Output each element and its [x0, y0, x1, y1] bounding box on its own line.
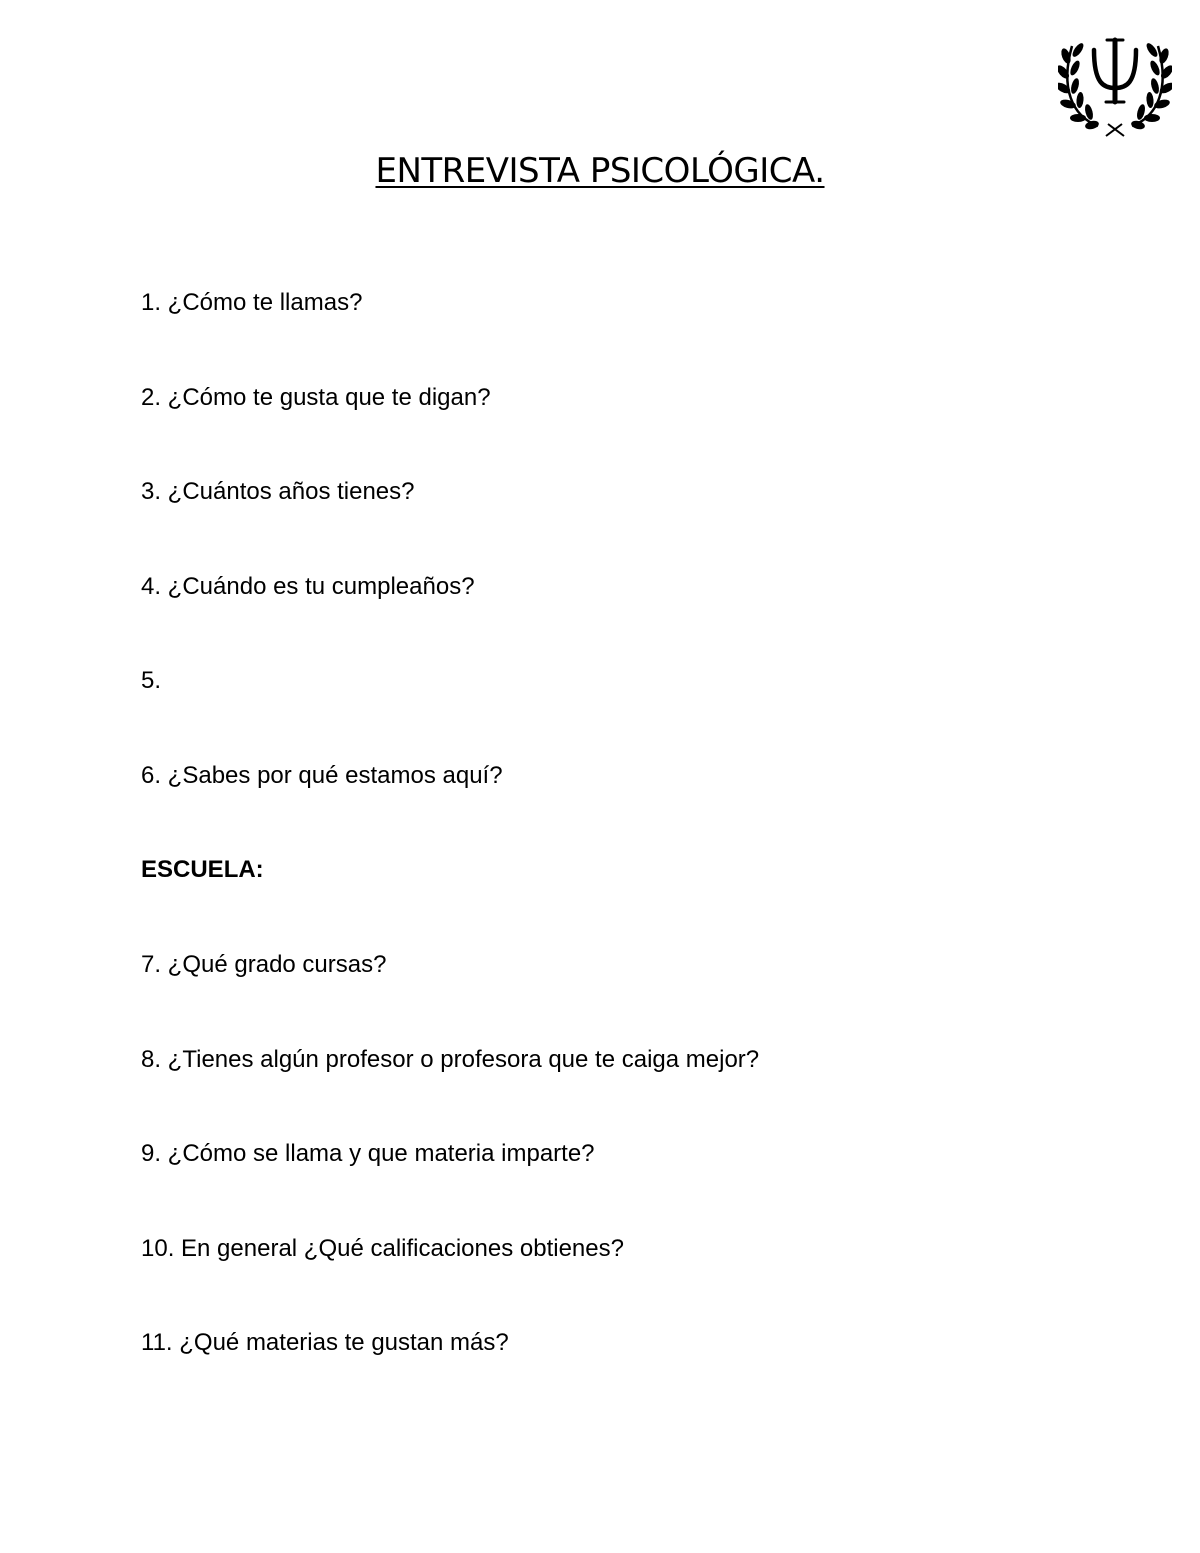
question-3: 3. ¿Cuántos años tienes?	[141, 478, 415, 505]
question-10: 10. En general ¿Qué calificaciones obtienes?	[141, 1235, 624, 1262]
section-heading-escuela: ESCUELA:	[141, 856, 264, 883]
question-1: 1. ¿Cómo te llamas?	[141, 289, 363, 316]
question-8: 8. ¿Tienes algún profesor o profesora que te caiga mejor?	[141, 1046, 760, 1073]
question-11: 11. ¿Qué materias te gustan más?	[141, 1329, 509, 1356]
question-7: 7. ¿Qué grado cursas?	[141, 951, 387, 978]
question-5: 5.	[141, 667, 162, 694]
question-2: 2. ¿Cómo te gusta que te digan?	[141, 384, 491, 411]
question-9: 9. ¿Cómo se llama y que materia imparte?	[141, 1140, 595, 1167]
psi-laurel-wreath-icon	[1058, 26, 1172, 138]
page-title: ENTREVISTA PSICOLÓGICA.	[375, 151, 825, 191]
question-6: 6. ¿Sabes por qué estamos aquí?	[141, 762, 503, 789]
question-4: 4. ¿Cuándo es tu cumpleaños?	[141, 573, 475, 600]
